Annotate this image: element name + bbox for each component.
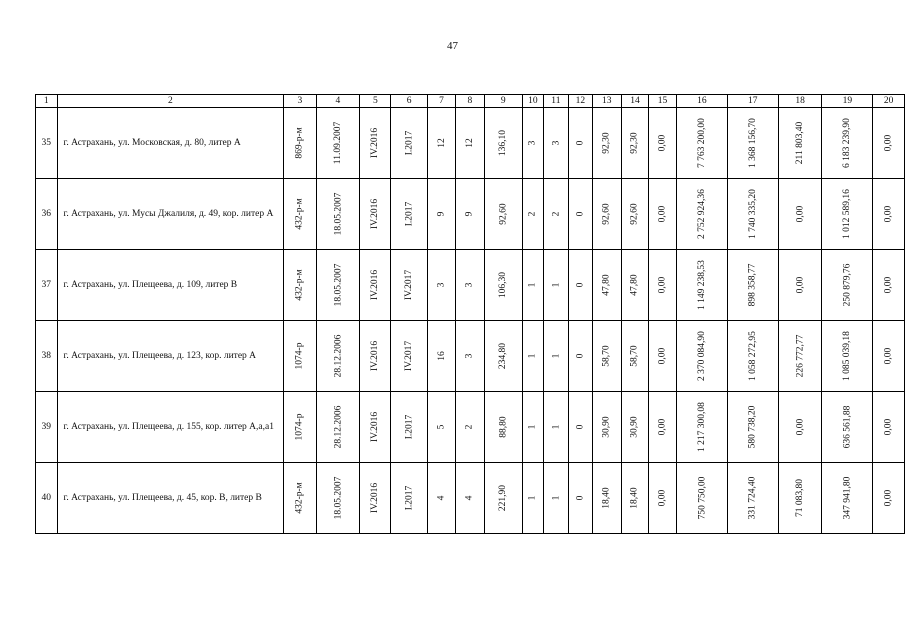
cell-text: 432-р-м bbox=[294, 198, 305, 230]
cell-text: I.2017 bbox=[404, 130, 415, 156]
cell-total-cost bbox=[676, 392, 727, 463]
cell-text: 1 149 238,53 bbox=[696, 260, 707, 310]
cell-text: 92,60 bbox=[498, 203, 509, 225]
cell-address: г. Астрахань, ул. Плещеева, д. 123, кор. литер А bbox=[57, 321, 284, 392]
header-cell-18: 18 bbox=[778, 95, 822, 108]
table-row bbox=[36, 321, 905, 392]
cell-col-19 bbox=[822, 250, 873, 321]
cell-col-17 bbox=[727, 108, 778, 179]
cell-text: 1 bbox=[550, 424, 561, 430]
cell-col-15 bbox=[649, 108, 677, 179]
cell-text: 1 085 039,18 bbox=[842, 331, 853, 381]
cell-start-quarter bbox=[360, 321, 391, 392]
cell-order-date bbox=[316, 321, 360, 392]
cell-text: 1 bbox=[550, 282, 561, 288]
cell-col-18 bbox=[778, 463, 822, 534]
cell-text: 16 bbox=[436, 351, 447, 361]
cell-text: 3 bbox=[464, 353, 475, 359]
cell-text: 92,60 bbox=[629, 203, 640, 225]
cell-total-cost bbox=[676, 321, 727, 392]
cell-text: 2 752 924,36 bbox=[696, 189, 707, 239]
cell-text: 3 bbox=[436, 282, 447, 288]
cell-order-number bbox=[284, 179, 316, 250]
cell-text: 331 724,40 bbox=[747, 476, 758, 520]
cell-end-quarter bbox=[391, 179, 427, 250]
cell-text: 869-р-м bbox=[294, 127, 305, 159]
header-cell-13: 13 bbox=[592, 95, 621, 108]
cell-text: 0,00 bbox=[795, 205, 806, 223]
cell-col-8 bbox=[456, 250, 484, 321]
cell-text: I.2017 bbox=[404, 201, 415, 227]
cell-text: 234,80 bbox=[498, 342, 509, 370]
header-cell-15: 15 bbox=[649, 95, 677, 108]
cell-col-10 bbox=[522, 392, 543, 463]
cell-text: 0,00 bbox=[883, 347, 894, 365]
cell-col-14 bbox=[621, 250, 648, 321]
header-cell-6: 6 bbox=[391, 95, 427, 108]
header-row bbox=[36, 95, 905, 108]
cell-col-20 bbox=[873, 250, 905, 321]
cell-col-20 bbox=[873, 392, 905, 463]
cell-text: 1 bbox=[527, 495, 538, 501]
cell-text: 211 803,40 bbox=[795, 121, 806, 165]
cell-address: г. Астрахань, ул. Московская, д. 80, литер А bbox=[57, 108, 284, 179]
cell-order-number bbox=[284, 108, 316, 179]
cell-order-date bbox=[316, 250, 360, 321]
cell-col-10 bbox=[522, 463, 543, 534]
header-cell-9: 9 bbox=[484, 95, 522, 108]
cell-text: 3 bbox=[550, 140, 561, 146]
cell-text: 12 bbox=[436, 138, 447, 148]
cell-text: 92,30 bbox=[601, 132, 612, 154]
cell-text: 1 217 300,08 bbox=[696, 402, 707, 452]
cell-text: 5 bbox=[436, 424, 447, 430]
cell-text: IV.2016 bbox=[370, 340, 381, 372]
table-row bbox=[36, 463, 905, 534]
cell-text: 30,90 bbox=[601, 416, 612, 438]
cell-text: 0,00 bbox=[883, 134, 894, 152]
cell-text: 0,00 bbox=[883, 205, 894, 223]
cell-col-19 bbox=[822, 463, 873, 534]
cell-col-7 bbox=[427, 321, 455, 392]
header-cell-7: 7 bbox=[427, 95, 455, 108]
header-cell-19: 19 bbox=[822, 95, 873, 108]
cell-col-12 bbox=[569, 321, 593, 392]
cell-end-quarter bbox=[391, 392, 427, 463]
cell-start-quarter bbox=[360, 392, 391, 463]
cell-col-11 bbox=[543, 321, 568, 392]
cell-row-number: 36 bbox=[36, 179, 58, 250]
table-row bbox=[36, 392, 905, 463]
cell-col-19 bbox=[822, 321, 873, 392]
cell-area bbox=[484, 463, 522, 534]
cell-row-number: 38 bbox=[36, 321, 58, 392]
cell-text: 7 763 200,00 bbox=[696, 118, 707, 168]
cell-text: 106,30 bbox=[498, 271, 509, 299]
header-cell-3: 3 bbox=[284, 95, 316, 108]
cell-text: 18.05.2007 bbox=[332, 263, 343, 307]
cell-total-cost bbox=[676, 463, 727, 534]
cell-row-number: 37 bbox=[36, 250, 58, 321]
cell-text: 92,30 bbox=[629, 132, 640, 154]
cell-text: 88,80 bbox=[498, 416, 509, 438]
cell-col-11 bbox=[543, 108, 568, 179]
cell-col-8 bbox=[456, 392, 484, 463]
cell-col-8 bbox=[456, 463, 484, 534]
cell-text: 47,80 bbox=[601, 274, 612, 296]
cell-order-date bbox=[316, 392, 360, 463]
header-cell-8: 8 bbox=[456, 95, 484, 108]
cell-total-cost bbox=[676, 108, 727, 179]
cell-col-12 bbox=[569, 179, 593, 250]
cell-col-19 bbox=[822, 108, 873, 179]
header-cell-17: 17 bbox=[727, 95, 778, 108]
cell-text: 1074-р bbox=[294, 413, 305, 441]
cell-text: 0,00 bbox=[795, 276, 806, 294]
cell-col-7 bbox=[427, 392, 455, 463]
cell-text: 0,00 bbox=[657, 134, 668, 152]
cell-col-18 bbox=[778, 392, 822, 463]
cell-text: 3 bbox=[464, 282, 475, 288]
cell-order-number bbox=[284, 463, 316, 534]
cell-text: 2 bbox=[550, 211, 561, 217]
cell-text: 0 bbox=[575, 282, 586, 288]
cell-order-number bbox=[284, 250, 316, 321]
cell-row-number: 35 bbox=[36, 108, 58, 179]
cell-text: 12 bbox=[464, 138, 475, 148]
table-row bbox=[36, 179, 905, 250]
cell-text: 18,40 bbox=[601, 487, 612, 509]
cell-col-14 bbox=[621, 108, 648, 179]
cell-col-19 bbox=[822, 179, 873, 250]
cell-col-8 bbox=[456, 179, 484, 250]
cell-text: 0,00 bbox=[795, 418, 806, 436]
cell-col-20 bbox=[873, 179, 905, 250]
cell-col-8 bbox=[456, 321, 484, 392]
cell-col-15 bbox=[649, 463, 677, 534]
cell-col-15 bbox=[649, 392, 677, 463]
cell-text: IV.2016 bbox=[370, 127, 381, 159]
cell-col-20 bbox=[873, 463, 905, 534]
cell-start-quarter bbox=[360, 250, 391, 321]
cell-text: 92,60 bbox=[601, 203, 612, 225]
header-cell-5: 5 bbox=[360, 95, 391, 108]
cell-col-13 bbox=[592, 179, 621, 250]
cell-text: 347 941,80 bbox=[842, 476, 853, 520]
cell-col-17 bbox=[727, 392, 778, 463]
cell-text: 1 bbox=[527, 424, 538, 430]
cell-text: 28.12.2006 bbox=[332, 405, 343, 449]
cell-address: г. Астрахань, ул. Мусы Джалиля, д. 49, кор. литер А bbox=[57, 179, 284, 250]
cell-col-19 bbox=[822, 392, 873, 463]
cell-text: 636 561,88 bbox=[842, 405, 853, 449]
cell-text: 11.09.2007 bbox=[332, 121, 343, 165]
cell-area bbox=[484, 108, 522, 179]
cell-text: 1 058 272,95 bbox=[747, 331, 758, 381]
cell-text: 1 bbox=[550, 353, 561, 359]
cell-col-13 bbox=[592, 392, 621, 463]
cell-row-number: 39 bbox=[36, 392, 58, 463]
cell-col-14 bbox=[621, 179, 648, 250]
cell-text: 580 738,20 bbox=[747, 405, 758, 449]
cell-text: 1 bbox=[550, 495, 561, 501]
cell-col-11 bbox=[543, 392, 568, 463]
cell-area bbox=[484, 321, 522, 392]
cell-total-cost bbox=[676, 250, 727, 321]
cell-text: 750 750,00 bbox=[696, 476, 707, 520]
cell-col-15 bbox=[649, 250, 677, 321]
cell-text: 0,00 bbox=[883, 418, 894, 436]
cell-area bbox=[484, 250, 522, 321]
table-row bbox=[36, 108, 905, 179]
header-cell-12: 12 bbox=[569, 95, 593, 108]
cell-col-15 bbox=[649, 321, 677, 392]
cell-col-14 bbox=[621, 321, 648, 392]
cell-col-13 bbox=[592, 250, 621, 321]
header-cell-10: 10 bbox=[522, 95, 543, 108]
cell-col-7 bbox=[427, 108, 455, 179]
data-table bbox=[35, 94, 905, 534]
cell-end-quarter bbox=[391, 250, 427, 321]
cell-col-8 bbox=[456, 108, 484, 179]
cell-col-12 bbox=[569, 250, 593, 321]
cell-text: 1 368 156,70 bbox=[747, 118, 758, 168]
cell-col-18 bbox=[778, 321, 822, 392]
cell-col-20 bbox=[873, 321, 905, 392]
cell-text: 2 370 084,90 bbox=[696, 331, 707, 381]
header-cell-1: 1 bbox=[36, 95, 58, 108]
cell-text: 47,80 bbox=[629, 274, 640, 296]
cell-col-15 bbox=[649, 179, 677, 250]
cell-end-quarter bbox=[391, 463, 427, 534]
cell-col-13 bbox=[592, 463, 621, 534]
cell-text: IV.2016 bbox=[370, 482, 381, 514]
cell-address: г. Астрахань, ул. Плещеева, д. 155, кор. литер А,а,а1 bbox=[57, 392, 284, 463]
cell-start-quarter bbox=[360, 179, 391, 250]
cell-text: 0 bbox=[575, 353, 586, 359]
cell-order-date bbox=[316, 179, 360, 250]
cell-end-quarter bbox=[391, 108, 427, 179]
cell-order-number bbox=[284, 321, 316, 392]
cell-text: 0,00 bbox=[657, 418, 668, 436]
cell-text: I.2017 bbox=[404, 414, 415, 440]
cell-text: 4 bbox=[436, 495, 447, 501]
cell-col-10 bbox=[522, 321, 543, 392]
cell-order-date bbox=[316, 463, 360, 534]
cell-col-18 bbox=[778, 179, 822, 250]
header-cell-11: 11 bbox=[543, 95, 568, 108]
cell-col-18 bbox=[778, 250, 822, 321]
cell-text: I.2017 bbox=[404, 485, 415, 511]
cell-text: 0 bbox=[575, 424, 586, 430]
cell-col-7 bbox=[427, 463, 455, 534]
cell-col-18 bbox=[778, 108, 822, 179]
cell-col-13 bbox=[592, 321, 621, 392]
cell-col-10 bbox=[522, 250, 543, 321]
cell-text: 71 083,80 bbox=[795, 479, 806, 517]
cell-text: 28.12.2006 bbox=[332, 334, 343, 378]
cell-row-number: 40 bbox=[36, 463, 58, 534]
cell-text: 6 183 239,90 bbox=[842, 118, 853, 168]
header-cell-2: 2 bbox=[57, 95, 284, 108]
cell-col-11 bbox=[543, 250, 568, 321]
cell-area bbox=[484, 179, 522, 250]
cell-text: IV.2017 bbox=[404, 340, 415, 372]
cell-text: 30,90 bbox=[629, 416, 640, 438]
cell-text: 0,00 bbox=[657, 347, 668, 365]
cell-col-17 bbox=[727, 250, 778, 321]
cell-text: 2 bbox=[527, 211, 538, 217]
header-cell-4: 4 bbox=[316, 95, 360, 108]
cell-text: 0 bbox=[575, 140, 586, 146]
cell-text: 898 358,77 bbox=[747, 263, 758, 307]
cell-text: 1 740 335,20 bbox=[747, 189, 758, 239]
cell-text: 226 772,77 bbox=[795, 334, 806, 378]
cell-col-17 bbox=[727, 321, 778, 392]
cell-text: 0 bbox=[575, 211, 586, 217]
cell-text: 0,00 bbox=[883, 489, 894, 507]
cell-text: IV.2017 bbox=[404, 269, 415, 301]
cell-address: г. Астрахань, ул. Плещеева, д. 45, кор. В, литер В bbox=[57, 463, 284, 534]
cell-col-20 bbox=[873, 108, 905, 179]
cell-start-quarter bbox=[360, 108, 391, 179]
cell-text: IV.2016 bbox=[370, 198, 381, 230]
cell-text: 432-р-м bbox=[294, 482, 305, 514]
cell-text: 4 bbox=[464, 495, 475, 501]
cell-col-12 bbox=[569, 108, 593, 179]
cell-text: 221,90 bbox=[498, 484, 509, 512]
cell-area bbox=[484, 392, 522, 463]
cell-col-10 bbox=[522, 108, 543, 179]
cell-text: 136,10 bbox=[498, 129, 509, 157]
cell-text: 2 bbox=[464, 424, 475, 430]
cell-text: 432-р-м bbox=[294, 269, 305, 301]
cell-text: 18.05.2007 bbox=[332, 476, 343, 520]
cell-text: 18.05.2007 bbox=[332, 192, 343, 236]
header-cell-20: 20 bbox=[873, 95, 905, 108]
cell-text: IV.2016 bbox=[370, 411, 381, 443]
cell-text: 1074-р bbox=[294, 342, 305, 370]
cell-col-7 bbox=[427, 179, 455, 250]
cell-col-10 bbox=[522, 179, 543, 250]
cell-end-quarter bbox=[391, 321, 427, 392]
cell-col-11 bbox=[543, 463, 568, 534]
cell-order-date bbox=[316, 108, 360, 179]
cell-text: 18,40 bbox=[629, 487, 640, 509]
cell-text: 58,70 bbox=[629, 345, 640, 367]
cell-col-17 bbox=[727, 463, 778, 534]
page-number: 47 bbox=[447, 40, 458, 52]
cell-col-12 bbox=[569, 392, 593, 463]
cell-col-14 bbox=[621, 392, 648, 463]
cell-text: IV.2016 bbox=[370, 269, 381, 301]
cell-address: г. Астрахань, ул. Плещеева, д. 109, литер В bbox=[57, 250, 284, 321]
cell-text: 1 bbox=[527, 353, 538, 359]
cell-text: 0,00 bbox=[657, 489, 668, 507]
cell-start-quarter bbox=[360, 463, 391, 534]
cell-text: 1 012 589,16 bbox=[842, 189, 853, 239]
cell-text: 0,00 bbox=[883, 276, 894, 294]
cell-col-13 bbox=[592, 108, 621, 179]
header-cell-14: 14 bbox=[621, 95, 648, 108]
cell-text: 3 bbox=[527, 140, 538, 146]
cell-text: 58,70 bbox=[601, 345, 612, 367]
cell-col-17 bbox=[727, 179, 778, 250]
cell-text: 1 bbox=[527, 282, 538, 288]
cell-text: 9 bbox=[436, 211, 447, 217]
cell-text: 9 bbox=[464, 211, 475, 217]
cell-text: 0 bbox=[575, 495, 586, 501]
cell-col-14 bbox=[621, 463, 648, 534]
cell-col-11 bbox=[543, 179, 568, 250]
cell-total-cost bbox=[676, 179, 727, 250]
cell-col-12 bbox=[569, 463, 593, 534]
cell-text: 0,00 bbox=[657, 205, 668, 223]
cell-col-7 bbox=[427, 250, 455, 321]
cell-text: 0,00 bbox=[657, 276, 668, 294]
cell-order-number bbox=[284, 392, 316, 463]
table-row bbox=[36, 250, 905, 321]
header-cell-16: 16 bbox=[676, 95, 727, 108]
cell-text: 250 879,76 bbox=[842, 263, 853, 307]
